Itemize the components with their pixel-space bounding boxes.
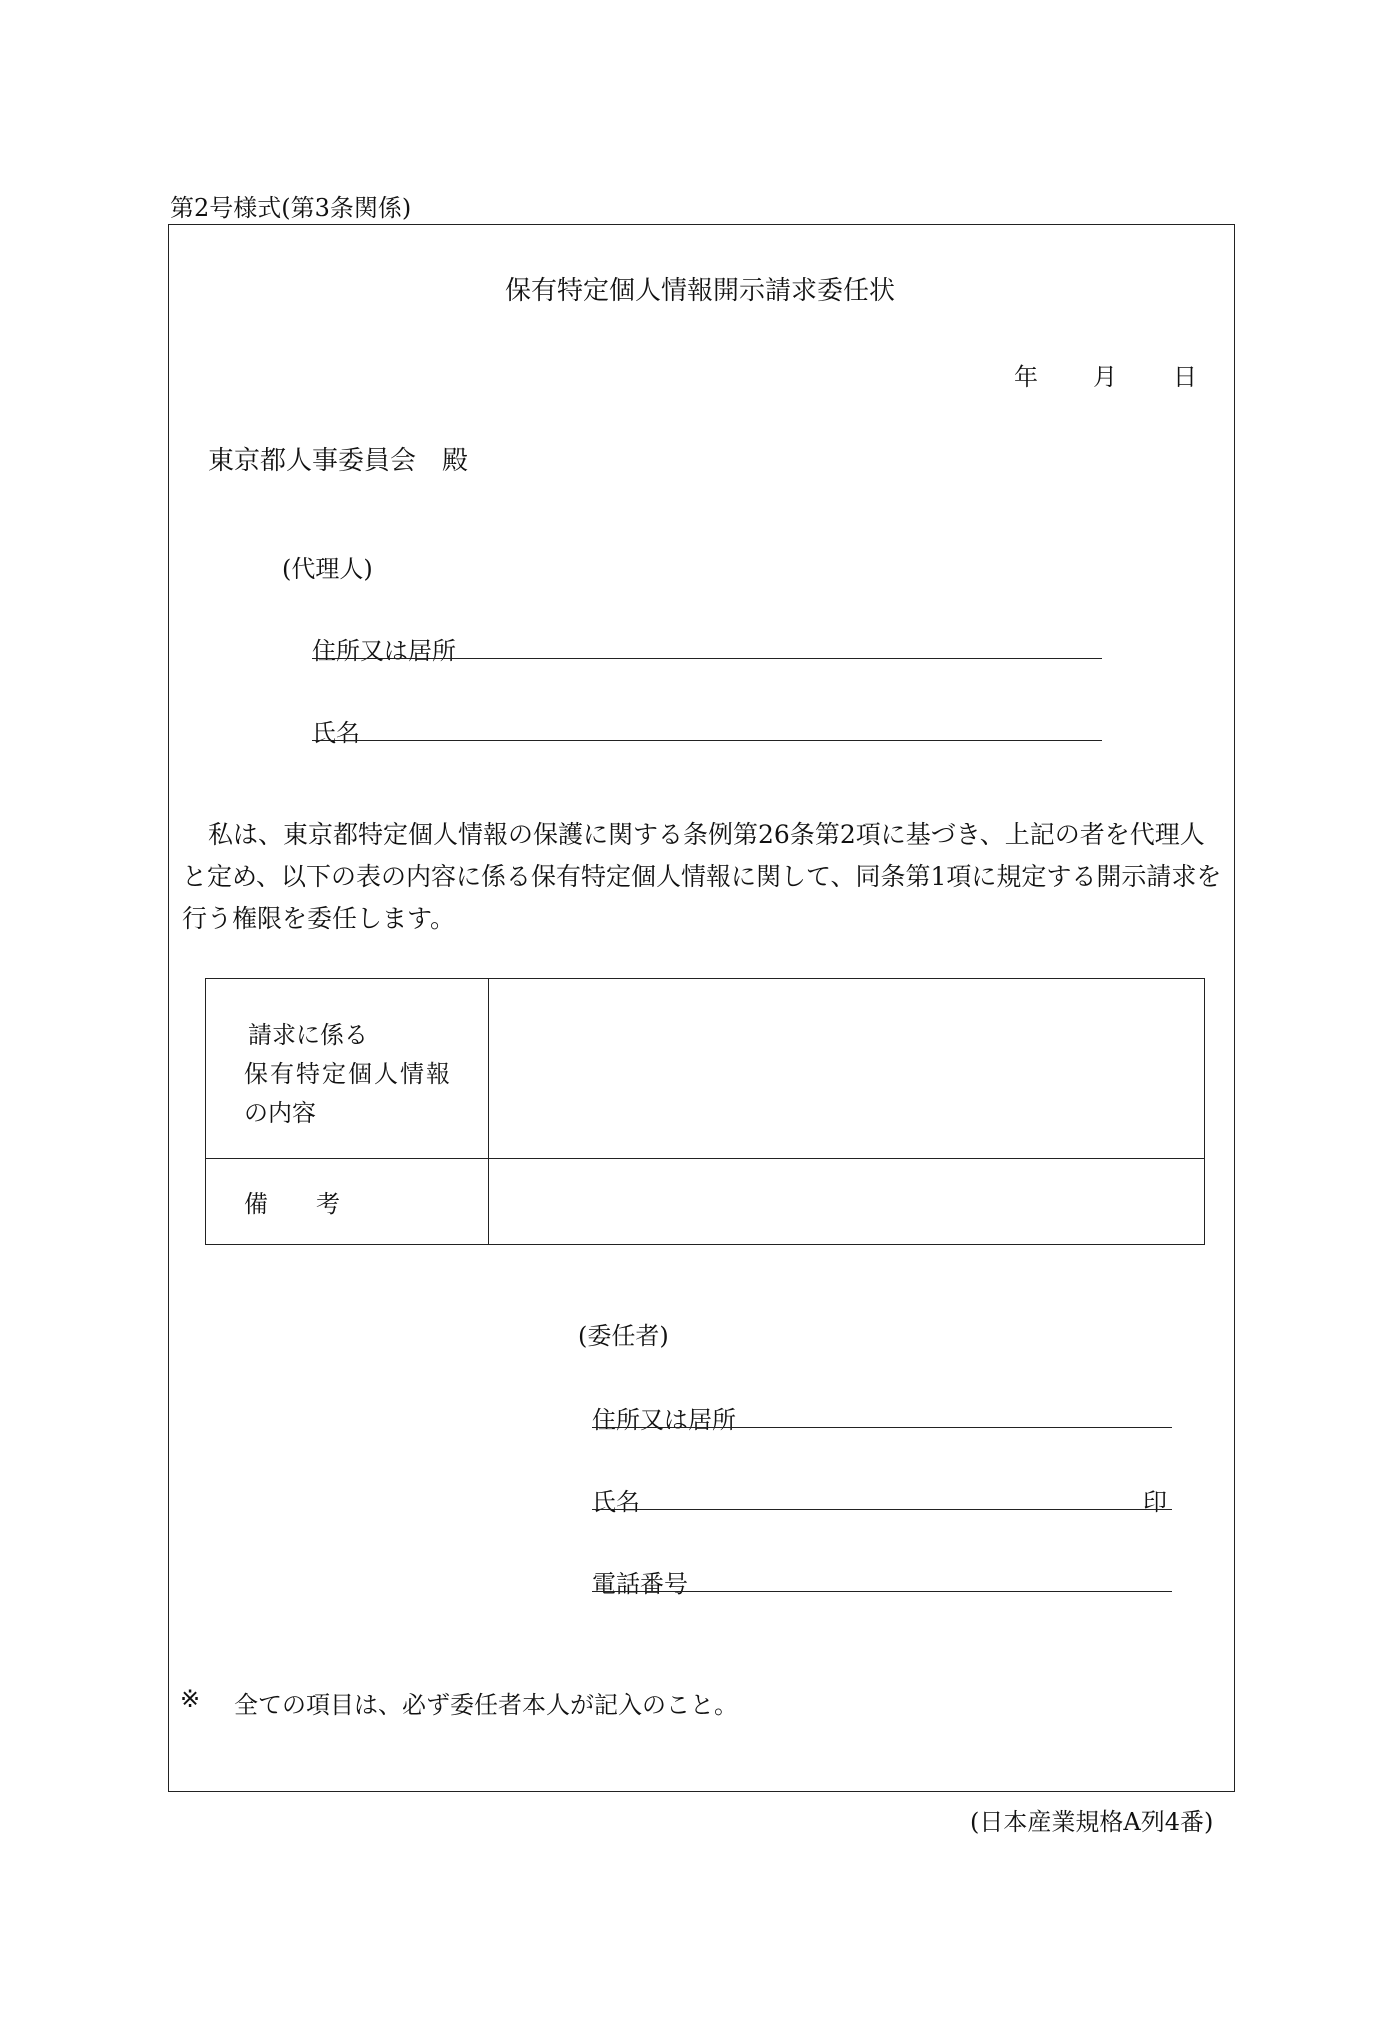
agent-address-field[interactable] — [312, 658, 1102, 659]
remarks-label: 備 考 — [244, 1190, 340, 1218]
delegator-address-field[interactable] — [592, 1427, 1172, 1428]
delegator-name-field[interactable] — [592, 1509, 1172, 1510]
note-mark: ※ — [180, 1685, 201, 1713]
date-day: 日 — [1173, 363, 1197, 391]
delegation-statement-text: 私は、東京都特定個人情報の保護に関する条例第26条第2項に基づき、上記の者を代理人と定め、以下の表の内容に係る保有特定個人情報に関して、同条第1項に規定する開示請求を行う権限を委任します。 — [182, 820, 1222, 933]
form-title: 保有特定個人情報開示請求委任状 — [505, 276, 896, 306]
paper-size-note: (日本産業規格A列4番) — [970, 1808, 1214, 1836]
form-number: 第2号様式(第3条関係) — [170, 194, 412, 222]
delegator-heading: (委任者) — [578, 1322, 669, 1350]
delegator-name-label: 氏名 — [592, 1488, 640, 1516]
addressee: 東京都人事委員会 殿 — [208, 446, 469, 476]
agent-heading: (代理人) — [282, 555, 373, 583]
date-year: 年 — [1014, 363, 1038, 391]
date-month: 月 — [1093, 363, 1117, 391]
note-text: 全ての項目は、必ず委任者本人が記入のこと。 — [234, 1691, 738, 1719]
remarks-value-cell[interactable] — [490, 1160, 1204, 1244]
content-value-cell[interactable] — [490, 979, 1204, 1157]
delegator-phone-field[interactable] — [592, 1591, 1172, 1592]
request-table — [205, 978, 1205, 1245]
agent-address-label: 住所又は居所 — [312, 637, 456, 665]
delegation-statement — [182, 814, 1222, 940]
agent-name-label: 氏名 — [312, 719, 360, 747]
content-label-line3: の内容 — [244, 1099, 316, 1127]
delegator-address-label: 住所又は居所 — [592, 1406, 736, 1434]
content-label-line2: 保有特定個人情報 — [244, 1060, 452, 1088]
seal-mark: 印 — [1143, 1488, 1167, 1516]
content-label-line1: 請求に係る — [248, 1021, 368, 1049]
agent-name-field[interactable] — [312, 740, 1102, 741]
delegator-phone-label: 電話番号 — [592, 1570, 688, 1598]
